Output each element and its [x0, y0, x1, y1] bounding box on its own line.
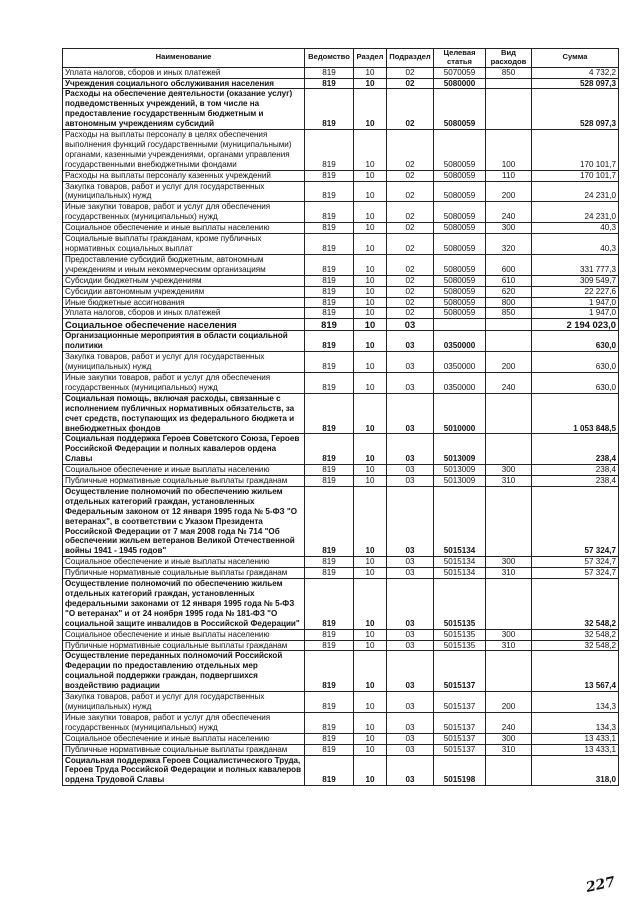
amount-cell: 57 324,7 [532, 557, 619, 568]
expense-type-cell: 850 [486, 67, 532, 78]
section-cell: 10 [354, 486, 387, 556]
subsection-cell: 02 [387, 181, 434, 202]
department-cell: 819 [305, 308, 354, 319]
page-number: 227 [584, 874, 617, 896]
expense-type-cell [486, 331, 532, 352]
department-cell: 819 [305, 579, 354, 630]
department-cell: 819 [305, 393, 354, 434]
row-name-cell: Субсидии бюджетным учреждениям [63, 275, 305, 286]
target-article-cell: 5015135 [434, 629, 486, 640]
department-cell: 819 [305, 331, 354, 352]
table-row [63, 476, 619, 487]
budget-table [62, 48, 619, 786]
amount-cell: 4 732,2 [532, 67, 619, 78]
row-name-cell: Иные бюджетные ассигнования [63, 297, 305, 308]
section-cell: 10 [354, 744, 387, 755]
department-cell: 819 [305, 78, 354, 89]
target-article-cell: 5015134 [434, 568, 486, 579]
amount-cell: 528 097,3 [532, 89, 619, 130]
row-name-cell: Учреждения социального обслуживания населения [63, 78, 305, 89]
amount-cell: 630,0 [532, 331, 619, 352]
amount-cell: 630,0 [532, 372, 619, 393]
section-cell: 10 [354, 465, 387, 476]
row-name-cell: Закупка товаров, работ и услуг для государственных (муниципальных) нужд [63, 692, 305, 713]
amount-cell: 630,0 [532, 352, 619, 373]
amount-cell: 134,3 [532, 692, 619, 713]
amount-cell: 13 433,1 [532, 744, 619, 755]
section-cell: 10 [354, 434, 387, 465]
row-name-cell: Социальные выплаты гражданам, кроме публичных нормативных социальных выплат [63, 234, 305, 255]
row-name-cell: Расходы на выплаты персоналу казенных учреждений [63, 170, 305, 181]
table-row [63, 202, 619, 223]
expense-type-cell [486, 434, 532, 465]
subsection-cell: 03 [387, 692, 434, 713]
expense-type-cell [486, 651, 532, 692]
department-cell: 819 [305, 67, 354, 78]
subsection-cell: 03 [387, 557, 434, 568]
section-cell: 10 [354, 130, 387, 171]
target-article-cell: 5080059 [434, 234, 486, 255]
expense-type-cell [486, 78, 532, 89]
subsection-cell: 03 [387, 331, 434, 352]
department-cell: 819 [305, 744, 354, 755]
target-article-cell: 5015137 [434, 733, 486, 744]
amount-cell: 2 194 023,0 [532, 319, 619, 331]
target-article-cell: 5013009 [434, 465, 486, 476]
subsection-cell: 02 [387, 254, 434, 275]
expense-type-cell: 600 [486, 254, 532, 275]
amount-cell: 40,3 [532, 223, 619, 234]
expense-type-cell [486, 89, 532, 130]
target-article-cell: 5015137 [434, 651, 486, 692]
expense-type-cell: 310 [486, 744, 532, 755]
section-cell: 10 [354, 755, 387, 786]
target-article-cell: 5015137 [434, 712, 486, 733]
section-cell: 10 [354, 67, 387, 78]
amount-cell: 1 947,0 [532, 297, 619, 308]
table-row [63, 297, 619, 308]
target-article-cell: 5070059 [434, 67, 486, 78]
target-article-cell: 5015135 [434, 579, 486, 630]
table-row [63, 319, 619, 331]
target-article-cell: 5080059 [434, 275, 486, 286]
section-cell: 10 [354, 223, 387, 234]
amount-cell: 528 097,3 [532, 78, 619, 89]
row-name-cell: Иные закупки товаров, работ и услуг для обеспечения государственных (муниципальных) нужд [63, 712, 305, 733]
table-row [63, 275, 619, 286]
subsection-cell: 02 [387, 89, 434, 130]
amount-cell: 57 324,7 [532, 486, 619, 556]
department-cell: 819 [305, 557, 354, 568]
section-cell: 10 [354, 557, 387, 568]
amount-cell: 1 053 848,5 [532, 393, 619, 434]
row-name-cell: Публичные нормативные социальные выплаты гражданам [63, 640, 305, 651]
target-article-cell [434, 319, 486, 331]
table-row [63, 486, 619, 556]
table-row [63, 67, 619, 78]
row-name-cell: Публичные нормативные социальные выплаты гражданам [63, 744, 305, 755]
expense-type-cell: 200 [486, 181, 532, 202]
amount-cell: 32 548,2 [532, 640, 619, 651]
header-name: Наименование [63, 49, 305, 68]
amount-cell: 24 231,0 [532, 202, 619, 223]
table-body [63, 67, 619, 786]
table-row [63, 223, 619, 234]
section-cell: 10 [354, 640, 387, 651]
department-cell: 819 [305, 202, 354, 223]
target-article-cell: 5080059 [434, 89, 486, 130]
target-article-cell: 0350000 [434, 331, 486, 352]
row-name-cell: Публичные нормативные социальные выплаты гражданам [63, 476, 305, 487]
header-expense-type: Вид расходов [486, 49, 532, 68]
expense-type-cell: 300 [486, 733, 532, 744]
subsection-cell: 03 [387, 640, 434, 651]
subsection-cell: 03 [387, 465, 434, 476]
amount-cell: 170 101,7 [532, 170, 619, 181]
amount-cell: 32 548,2 [532, 579, 619, 630]
department-cell: 819 [305, 297, 354, 308]
row-name-cell: Расходы на выплаты персоналу в целях обеспечения выполнения функций государственными (муниципальными) органами, казенными учреждениями, органами управления государственными внебюджетными фондами [63, 130, 305, 171]
table-row [63, 712, 619, 733]
section-cell: 10 [354, 286, 387, 297]
row-name-cell: Социальная поддержка Героев Советского Союза, Героев Российской Федерации и полных кавалеров ордена Славы [63, 434, 305, 465]
section-cell: 10 [354, 319, 387, 331]
expense-type-cell: 100 [486, 130, 532, 171]
subsection-cell: 02 [387, 286, 434, 297]
row-name-cell: Социальное обеспечение и иные выплаты населению [63, 733, 305, 744]
subsection-cell: 03 [387, 755, 434, 786]
expense-type-cell: 610 [486, 275, 532, 286]
expense-type-cell: 240 [486, 202, 532, 223]
expense-type-cell: 310 [486, 476, 532, 487]
department-cell: 819 [305, 234, 354, 255]
table-row [63, 308, 619, 319]
department-cell: 819 [305, 651, 354, 692]
target-article-cell: 0350000 [434, 352, 486, 373]
section-cell: 10 [354, 352, 387, 373]
target-article-cell: 5015134 [434, 486, 486, 556]
expense-type-cell: 310 [486, 640, 532, 651]
target-article-cell: 5080059 [434, 202, 486, 223]
row-name-cell: Социальная помощь, включая расходы, связанные с исполнением публичных нормативных обязательств, за счет средств, поступающих из федерального бюджета и внебюджетных фондов [63, 393, 305, 434]
subsection-cell: 02 [387, 202, 434, 223]
table-row [63, 89, 619, 130]
table-row [63, 286, 619, 297]
table-row [63, 130, 619, 171]
amount-cell: 318,0 [532, 755, 619, 786]
target-article-cell: 5015198 [434, 755, 486, 786]
row-name-cell: Социальное обеспечение и иные выплаты населению [63, 557, 305, 568]
amount-cell: 238,4 [532, 434, 619, 465]
amount-cell: 22 227,6 [532, 286, 619, 297]
subsection-cell: 03 [387, 319, 434, 331]
row-name-cell: Субсидии автономным учреждениям [63, 286, 305, 297]
department-cell: 819 [305, 275, 354, 286]
row-name-cell: Расходы на обеспечение деятельности (оказание услуг) подведомственных учреждений, в том числе на предоставление государственным бюджетным и автономным учреждениям субсидий [63, 89, 305, 130]
expense-type-cell: 620 [486, 286, 532, 297]
expense-type-cell: 320 [486, 234, 532, 255]
table-row [63, 234, 619, 255]
table-row [63, 170, 619, 181]
department-cell: 819 [305, 712, 354, 733]
target-article-cell: 5080059 [434, 254, 486, 275]
row-name-cell: Иные закупки товаров, работ и услуг для обеспечения государственных (муниципальных) нужд [63, 202, 305, 223]
subsection-cell: 03 [387, 629, 434, 640]
section-cell: 10 [354, 331, 387, 352]
header-target-article: Целевая статья [434, 49, 486, 68]
subsection-cell: 03 [387, 744, 434, 755]
expense-type-cell [486, 393, 532, 434]
row-name-cell: Осуществление переданных полномочий Российской Федерации по предоставлению отдельных мер социальной поддержки граждан, подвергшихся воздействию радиации [63, 651, 305, 692]
row-name-cell: Иные закупки товаров, работ и услуг для обеспечения государственных (муниципальных) нужд [63, 372, 305, 393]
subsection-cell: 03 [387, 579, 434, 630]
row-name-cell: Осуществление полномочий по обеспечению жильем отдельных категорий граждан, установленных Федеральным законом от 12 января 1995 года № 5-ФЗ "О ветеранах", в соответствии с Указом Президента Российской Федерации от 7 мая 2008 года № 714 "Об обеспечении жильем ветеранов Великой Отечественной войны 1941 - 1945 годов" [63, 486, 305, 556]
target-article-cell: 5080059 [434, 170, 486, 181]
department-cell: 819 [305, 181, 354, 202]
subsection-cell: 03 [387, 733, 434, 744]
amount-cell: 1 947,0 [532, 308, 619, 319]
department-cell: 819 [305, 319, 354, 331]
department-cell: 819 [305, 286, 354, 297]
amount-cell: 134,3 [532, 712, 619, 733]
section-cell: 10 [354, 692, 387, 713]
table-row [63, 579, 619, 630]
department-cell: 819 [305, 352, 354, 373]
section-cell: 10 [354, 308, 387, 319]
amount-cell: 238,4 [532, 465, 619, 476]
table-row [63, 352, 619, 373]
department-cell: 819 [305, 170, 354, 181]
amount-cell: 331 777,3 [532, 254, 619, 275]
department-cell: 819 [305, 434, 354, 465]
row-name-cell: Публичные нормативные социальные выплаты гражданам [63, 568, 305, 579]
section-cell: 10 [354, 733, 387, 744]
department-cell: 819 [305, 372, 354, 393]
expense-type-cell: 300 [486, 223, 532, 234]
subsection-cell: 02 [387, 308, 434, 319]
table-row [63, 557, 619, 568]
row-name-cell: Социальное обеспечение и иные выплаты населению [63, 629, 305, 640]
section-cell: 10 [354, 181, 387, 202]
subsection-cell: 02 [387, 67, 434, 78]
row-name-cell: Закупка товаров, работ и услуг для государственных (муниципальных) нужд [63, 352, 305, 373]
target-article-cell: 5015135 [434, 640, 486, 651]
row-name-cell: Уплата налогов, сборов и иных платежей [63, 308, 305, 319]
row-name-cell: Уплата налогов, сборов и иных платежей [63, 67, 305, 78]
subsection-cell: 03 [387, 352, 434, 373]
department-cell: 819 [305, 640, 354, 651]
row-name-cell: Социальная поддержка Героев Социалистического Труда, Героев Труда Российской Федерации и полных кавалеров ордена Трудовой Славы [63, 755, 305, 786]
header-amount: Сумма [532, 49, 619, 68]
department-cell: 819 [305, 692, 354, 713]
section-cell: 10 [354, 629, 387, 640]
table-row [63, 372, 619, 393]
expense-type-cell: 850 [486, 308, 532, 319]
table-row [63, 393, 619, 434]
department-cell: 819 [305, 755, 354, 786]
expense-type-cell [486, 486, 532, 556]
table-row [63, 78, 619, 89]
table-row [63, 755, 619, 786]
amount-cell: 13 433,1 [532, 733, 619, 744]
target-article-cell: 5080059 [434, 181, 486, 202]
expense-type-cell: 310 [486, 568, 532, 579]
row-name-cell: Осуществление полномочий по обеспечению жильем отдельных категорий граждан, установленных федеральными законами от 12 января 1995 года № 5-ФЗ "О ветеранах" и от 24 ноября 1995 года № 181-ФЗ "О социальной защите инвалидов в Российской Федерации" [63, 579, 305, 630]
subsection-cell: 02 [387, 130, 434, 171]
department-cell: 819 [305, 89, 354, 130]
section-cell: 10 [354, 476, 387, 487]
expense-type-cell: 240 [486, 372, 532, 393]
amount-cell: 24 231,0 [532, 181, 619, 202]
table-row [63, 651, 619, 692]
header-subsection: Подраздел [387, 49, 434, 68]
row-name-cell: Социальное обеспечение и иные выплаты населению [63, 223, 305, 234]
subsection-cell: 03 [387, 393, 434, 434]
section-cell: 10 [354, 254, 387, 275]
target-article-cell: 5015137 [434, 692, 486, 713]
target-article-cell: 5080000 [434, 78, 486, 89]
department-cell: 819 [305, 733, 354, 744]
department-cell: 819 [305, 629, 354, 640]
table-row [63, 254, 619, 275]
expense-type-cell [486, 579, 532, 630]
section-cell: 10 [354, 89, 387, 130]
section-cell: 10 [354, 275, 387, 286]
amount-cell: 309 549,7 [532, 275, 619, 286]
section-cell: 10 [354, 579, 387, 630]
department-cell: 819 [305, 476, 354, 487]
expense-type-cell: 300 [486, 629, 532, 640]
table-row [63, 181, 619, 202]
table-row [63, 434, 619, 465]
row-name-cell: Социальное обеспечение и иные выплаты населению [63, 465, 305, 476]
section-cell: 10 [354, 568, 387, 579]
department-cell: 819 [305, 130, 354, 171]
section-cell: 10 [354, 202, 387, 223]
subsection-cell: 02 [387, 275, 434, 286]
amount-cell: 13 567,4 [532, 651, 619, 692]
target-article-cell: 5013009 [434, 434, 486, 465]
subsection-cell: 02 [387, 170, 434, 181]
header-department: Ведомство [305, 49, 354, 68]
subsection-cell: 03 [387, 434, 434, 465]
section-cell: 10 [354, 234, 387, 255]
subsection-cell: 03 [387, 568, 434, 579]
subsection-cell: 03 [387, 486, 434, 556]
target-article-cell: 5015134 [434, 557, 486, 568]
expense-type-cell: 200 [486, 692, 532, 713]
section-cell: 10 [354, 393, 387, 434]
target-article-cell: 5010000 [434, 393, 486, 434]
expense-type-cell [486, 755, 532, 786]
expense-type-cell: 240 [486, 712, 532, 733]
table-row [63, 331, 619, 352]
expense-type-cell: 300 [486, 557, 532, 568]
target-article-cell: 5080059 [434, 297, 486, 308]
amount-cell: 170 101,7 [532, 130, 619, 171]
department-cell: 819 [305, 223, 354, 234]
table-row [63, 733, 619, 744]
amount-cell: 40,3 [532, 234, 619, 255]
target-article-cell: 0350000 [434, 372, 486, 393]
amount-cell: 238,4 [532, 476, 619, 487]
department-cell: 819 [305, 254, 354, 275]
amount-cell: 32 548,2 [532, 629, 619, 640]
row-name-cell: Предоставление субсидий бюджетным, автономным учреждениям и иным некоммерческим организациям [63, 254, 305, 275]
header-row [63, 49, 619, 68]
subsection-cell: 03 [387, 476, 434, 487]
target-article-cell: 5080059 [434, 130, 486, 171]
row-name-cell: Закупка товаров, работ и услуг для государственных (муниципальных) нужд [63, 181, 305, 202]
department-cell: 819 [305, 568, 354, 579]
section-cell: 10 [354, 297, 387, 308]
subsection-cell: 03 [387, 712, 434, 733]
target-article-cell: 5015137 [434, 744, 486, 755]
target-article-cell: 5080059 [434, 223, 486, 234]
department-cell: 819 [305, 486, 354, 556]
department-cell: 819 [305, 465, 354, 476]
table-row [63, 465, 619, 476]
header-section: Раздел [354, 49, 387, 68]
section-cell: 10 [354, 651, 387, 692]
expense-type-cell: 800 [486, 297, 532, 308]
expense-type-cell: 300 [486, 465, 532, 476]
subsection-cell: 02 [387, 223, 434, 234]
row-name-cell: Организационные мероприятия в области социальной политики [63, 331, 305, 352]
section-cell: 10 [354, 170, 387, 181]
section-cell: 10 [354, 372, 387, 393]
table-row [63, 692, 619, 713]
table-row [63, 640, 619, 651]
target-article-cell: 5080059 [434, 286, 486, 297]
subsection-cell: 02 [387, 297, 434, 308]
table-row [63, 568, 619, 579]
expense-type-cell: 200 [486, 352, 532, 373]
expense-type-cell [486, 319, 532, 331]
target-article-cell: 5013009 [434, 476, 486, 487]
subsection-cell: 03 [387, 372, 434, 393]
section-cell: 10 [354, 78, 387, 89]
row-name-cell: Социальное обеспечение населения [63, 319, 305, 331]
amount-cell: 57 324,7 [532, 568, 619, 579]
subsection-cell: 03 [387, 651, 434, 692]
subsection-cell: 02 [387, 78, 434, 89]
section-cell: 10 [354, 712, 387, 733]
table-row [63, 744, 619, 755]
table-row [63, 629, 619, 640]
subsection-cell: 02 [387, 234, 434, 255]
expense-type-cell: 110 [486, 170, 532, 181]
target-article-cell: 5080059 [434, 308, 486, 319]
